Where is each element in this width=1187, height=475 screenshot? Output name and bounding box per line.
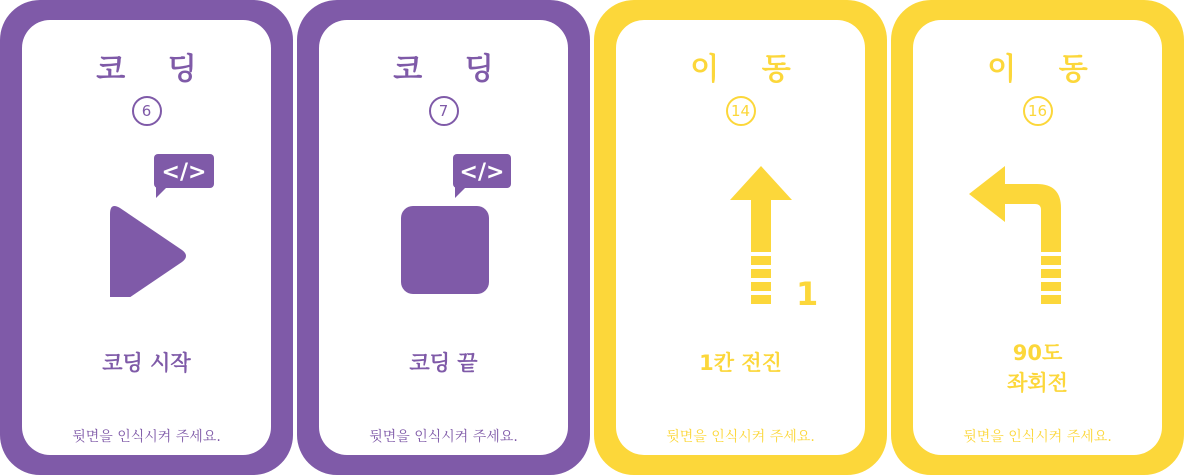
card-face	[913, 20, 1162, 455]
card-number: 16	[1023, 96, 1053, 126]
card-label: 코딩 시작	[102, 351, 191, 375]
card-turn-left	[891, 0, 1184, 475]
card-coding-end	[297, 0, 590, 475]
card-footer: 뒷면을 인식시켜 주세요.	[963, 429, 1112, 445]
card-label-line1: 90도	[1012, 341, 1063, 365]
card-footer: 뒷면을 인식시켜 주세요.	[666, 429, 815, 445]
turn-left-arrow-icon	[967, 164, 1077, 314]
card-number: 7	[429, 96, 459, 126]
card-title: 이 동	[690, 52, 807, 87]
card-label-line2: 좌회전	[1007, 371, 1068, 395]
play-code-icon	[106, 152, 236, 297]
svg-text:</>: </>	[459, 160, 505, 185]
step-count: 1	[796, 275, 819, 313]
card-title: 이 동	[987, 52, 1104, 87]
stop-code-icon	[399, 152, 529, 297]
card-title: 코 딩	[96, 52, 213, 87]
card-coding-start	[0, 0, 293, 475]
card-face	[319, 20, 568, 455]
arrow-up-icon	[726, 164, 796, 314]
card-face	[616, 20, 865, 455]
card-move-forward	[594, 0, 887, 475]
card-face	[22, 20, 271, 455]
card-number: 14	[726, 96, 756, 126]
svg-text:</>: </>	[161, 160, 207, 185]
card-footer: 뒷면을 인식시켜 주세요.	[72, 429, 221, 445]
card-title: 코 딩	[393, 52, 510, 87]
card-label: 코딩 끝	[409, 351, 478, 375]
card-label: 1칸 전진	[699, 351, 782, 375]
card-number: 6	[132, 96, 162, 126]
card-footer: 뒷면을 인식시켜 주세요.	[369, 429, 518, 445]
